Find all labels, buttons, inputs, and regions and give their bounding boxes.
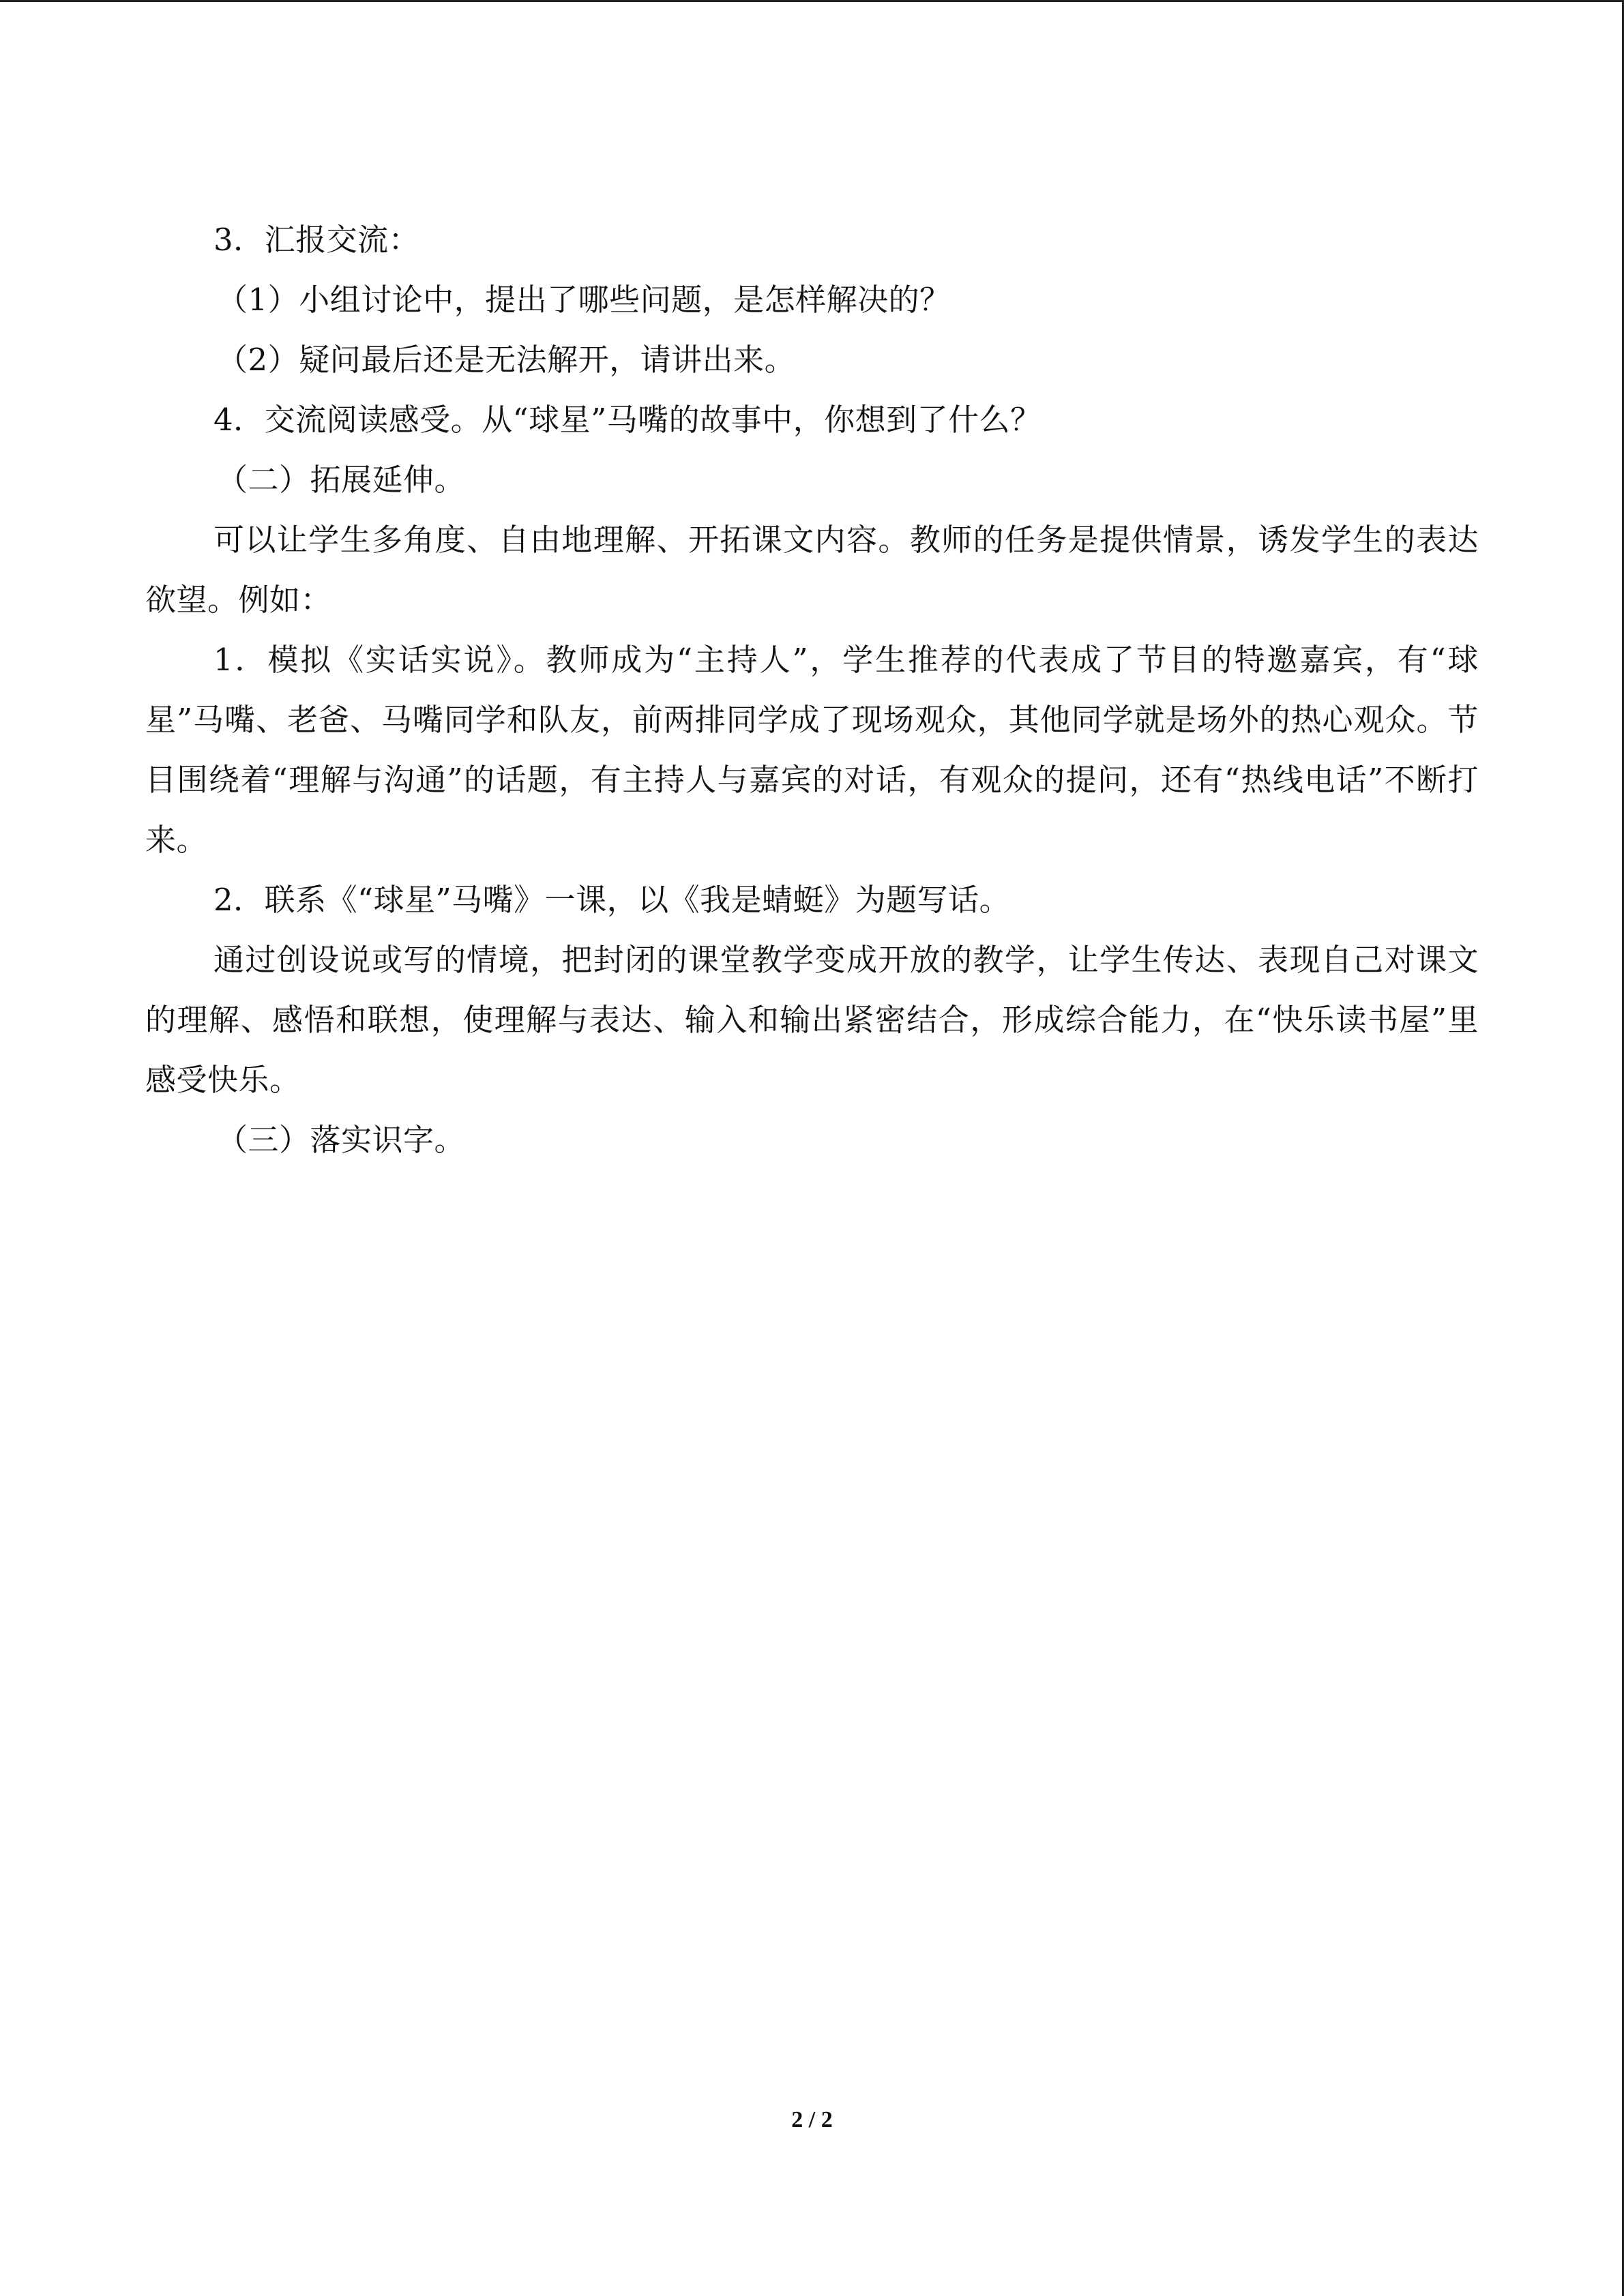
document-body [145,210,1479,1170]
section-heading-extend: （二）拓展延伸。 [217,462,466,498]
paragraph-simulate: 1．模拟《实话实说》。教师成为“主持人”，学生推荐的代表成了节目的特邀嘉宾，有“球星”马嘴、老爸、马嘴同学和队友，前两排同学成了现场观众，其他同学就是场外的热心观众。节目围绕着“理解与沟通”的话题，有主持人与嘉宾的对话，有观众的提问，还有“热线电话”不断打来。 [145,642,1479,858]
text-line-question-1: （1）小组讨论中，提出了哪些问题，是怎样解决的？ [217,282,951,318]
paragraph-summary: 通过创设说或写的情境，把封闭的课堂教学变成开放的教学，让学生传达、表现自己对课文的理解、感悟和联想，使理解与表达、输入和输出紧密结合，形成综合能力，在“快乐读书屋”里感受快乐。 [145,942,1479,1098]
text-line-reading-feelings: 4．交流阅读感受。从“球星”马嘴的故事中，你想到了什么？ [213,402,1042,438]
page-number: 2 / 2 [791,2107,833,2132]
text-line-report-exchange: 3．汇报交流： [213,222,420,258]
text-line-writing-task: 2．联系《“球星”马嘴》一课，以《我是蜻蜓》为题写话。 [213,882,1011,918]
section-heading-literacy: （三）落实识字。 [217,1122,466,1158]
paragraph-extend: 可以让学生多角度、自由地理解、开拓课文内容。教师的任务是提供情景，诱发学生的表达欲望。例如： [145,522,1479,618]
text-line-question-2: （2）疑问最后还是无法解开，请讲出来。 [217,342,796,378]
